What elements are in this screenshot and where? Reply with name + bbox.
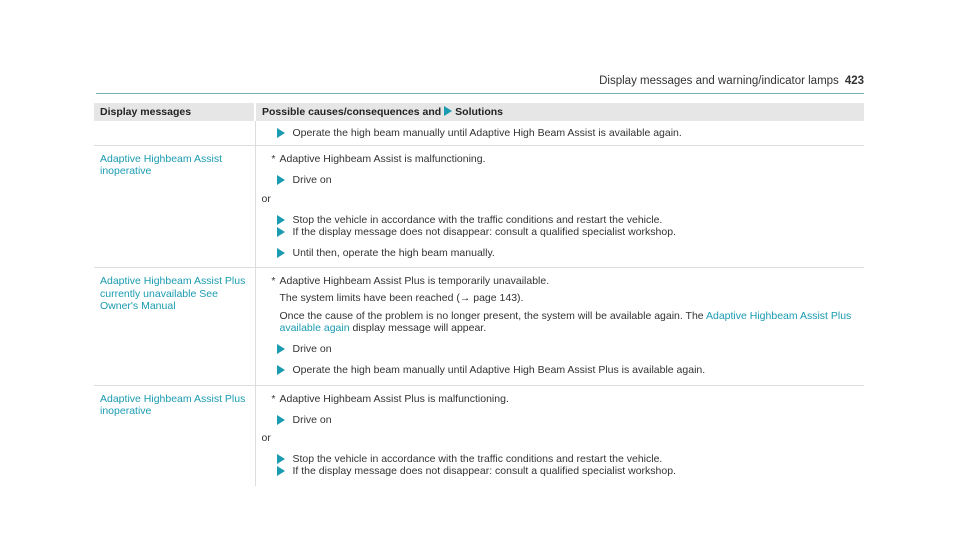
info-text	[262, 310, 859, 334]
page-number: 423	[844, 75, 864, 87]
display-message: Adaptive Highbeam Assist inoperative	[94, 146, 255, 268]
step-text: Drive on	[292, 413, 332, 426]
solution-cell	[255, 121, 864, 146]
triangle-right-icon	[277, 415, 285, 425]
column-header-messages: Display messages	[94, 103, 255, 121]
cause-text: Adaptive Highbeam Assist is malfunctioning.	[279, 153, 486, 166]
cause-item	[262, 275, 859, 287]
step-text: Stop the vehicle in accordance with the traffic conditions and restart the vehicle.	[292, 213, 663, 226]
table-header-row	[94, 103, 864, 121]
display-message: Adaptive Highbeam Assist Plus inoperative	[100, 392, 246, 417]
triangle-right-icon	[277, 248, 285, 258]
step-text: Stop the vehicle in accordance with the traffic conditions and restart the vehicle.	[292, 453, 663, 466]
solution-cell	[255, 385, 864, 486]
table-row	[94, 121, 864, 146]
triangle-right-icon	[277, 215, 285, 225]
step-item	[262, 453, 859, 465]
triangle-right-icon	[277, 128, 285, 138]
step-item	[262, 414, 859, 426]
cause-text: Adaptive Highbeam Assist Plus is malfunctioning.	[279, 392, 509, 405]
table-row	[94, 146, 864, 268]
asterisk-icon: *	[271, 153, 276, 166]
asterisk-icon: *	[271, 392, 276, 405]
asterisk-icon: *	[271, 275, 276, 288]
solution-cell	[255, 268, 864, 385]
table-row	[94, 385, 864, 486]
solution-cell	[255, 146, 864, 268]
cause-item	[262, 393, 859, 405]
or-text: or	[261, 432, 271, 445]
step-text: If the display message does not disappear: consult a qualified specialist workshop.	[292, 465, 676, 478]
messages-table	[94, 103, 864, 486]
step-text: Operate the high beam manually until Adaptive High Beam Assist is available again.	[292, 127, 682, 139]
info-text: The system limits have been reached (→ page 143).	[279, 291, 524, 304]
step-item	[262, 174, 859, 186]
column-header-solutions-label: Solutions	[455, 106, 504, 118]
message-cell	[94, 121, 255, 146]
or-text: or	[261, 192, 271, 205]
step-text: Operate the high beam manually until Adaptive High Beam Assist Plus is available again.	[292, 364, 706, 377]
cause-item	[262, 153, 859, 165]
triangle-right-icon	[277, 175, 285, 185]
cause-text: Adaptive Highbeam Assist Plus is temporarily unavailable.	[279, 275, 550, 288]
running-header	[599, 75, 864, 87]
triangle-right-icon	[277, 466, 285, 476]
triangle-right-icon	[277, 454, 285, 464]
step-item	[262, 343, 859, 355]
page-header	[96, 73, 864, 94]
display-message: Adaptive Highbeam Assist Plus currently unavailable See Owner's Manual	[94, 268, 255, 385]
step-text: Drive on	[292, 174, 332, 187]
step-text: Until then, operate the high beam manually.	[292, 247, 495, 260]
step-text: If the display message does not disappear: consult a qualified specialist workshop.	[292, 226, 676, 239]
step-item	[262, 247, 859, 259]
triangle-right-icon	[444, 106, 452, 116]
header-title: Display messages and warning/indicator lamps	[599, 75, 839, 87]
table-row	[94, 268, 864, 385]
step-item	[262, 465, 859, 477]
column-header-causes	[255, 103, 864, 121]
step-text: Drive on	[292, 343, 332, 356]
triangle-right-icon	[277, 344, 285, 354]
step-item	[262, 214, 859, 226]
triangle-right-icon	[277, 365, 285, 375]
step-item	[262, 226, 859, 238]
column-header-causes-label: Possible causes/consequences and	[262, 106, 442, 118]
step-item	[262, 127, 859, 139]
info-text-part: display message will appear.	[352, 322, 487, 335]
triangle-right-icon	[277, 227, 285, 237]
display-message-reference: Adaptive Highbeam Assist Plus available again	[279, 309, 852, 335]
info-text-part: Once the cause of the problem is no longer present, the system will be available again. The	[279, 309, 704, 322]
step-item	[262, 364, 859, 376]
